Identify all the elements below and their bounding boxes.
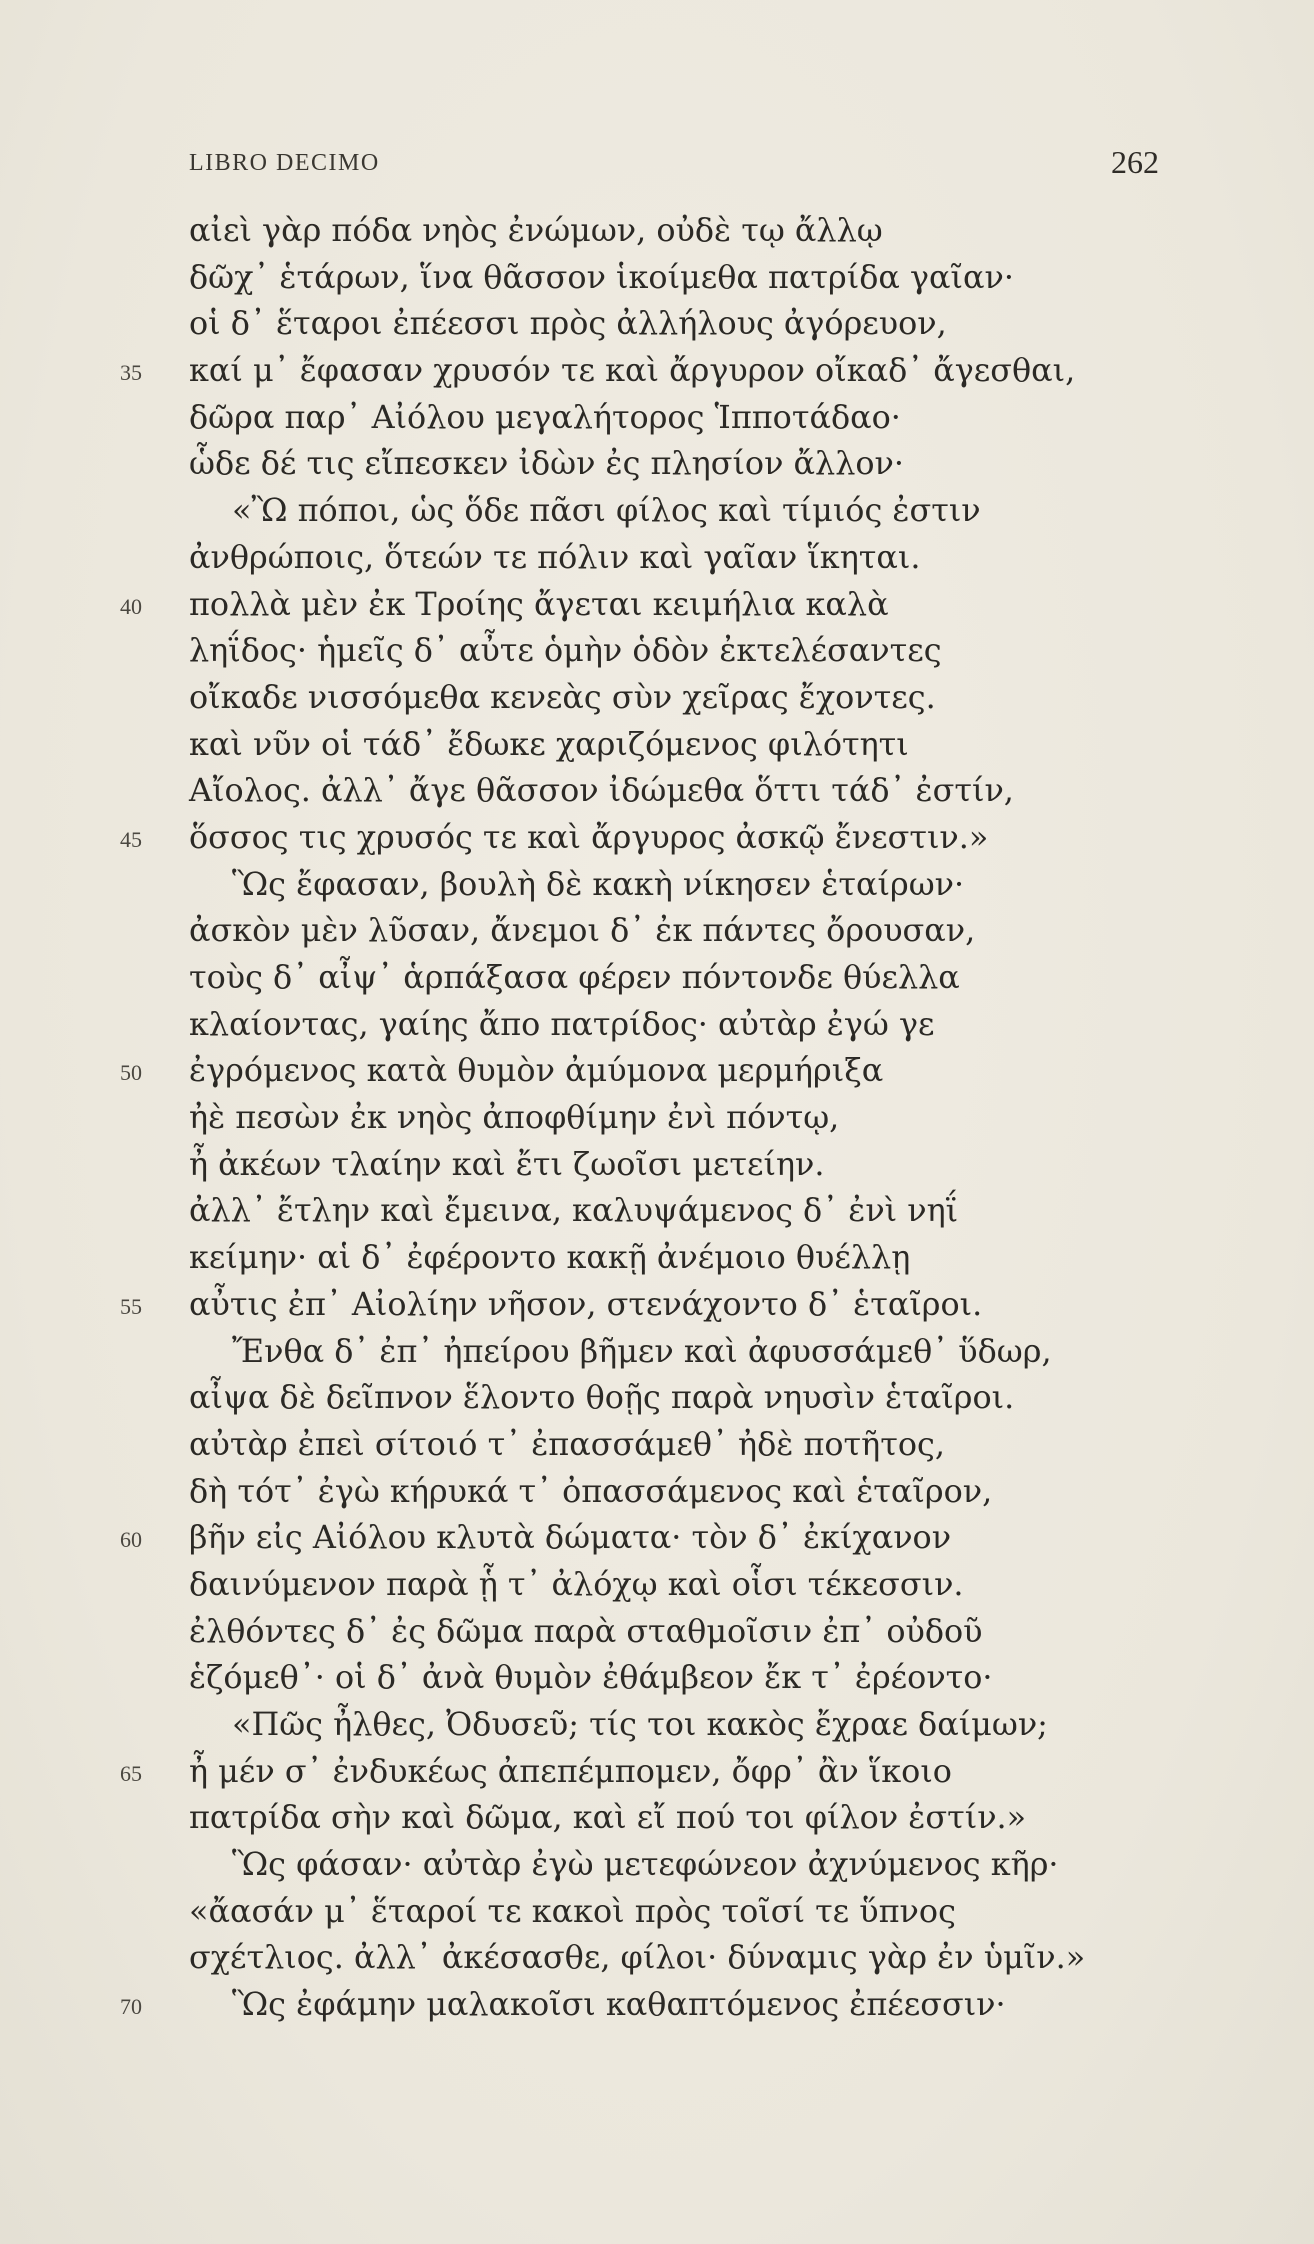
verse-line xyxy=(0,1842,1314,1889)
verse-line-text: βῆν εἰς Αἰόλου κλυτὰ δώματα· τὸν δ᾽ ἐκίχανον xyxy=(189,1518,952,1557)
verse-line xyxy=(0,908,1314,955)
verse-line-text: «Πῶς ἦλθες, Ὀδυσεῦ; τίς τοι κακὸς ἔχραε δαίμων; xyxy=(232,1705,1048,1743)
verse-line xyxy=(0,1235,1314,1282)
verse-line xyxy=(0,1655,1314,1702)
verse-line xyxy=(0,1982,1314,2029)
verse-line xyxy=(0,1889,1314,1936)
verse-line xyxy=(0,582,1314,629)
verse-line xyxy=(0,1282,1314,1329)
verse-line xyxy=(0,348,1314,395)
verse-line xyxy=(0,1142,1314,1189)
verse-line-text: δῶρα παρ᾽ Αἰόλου μεγαλήτορος Ἱπποτάδαο· xyxy=(189,397,901,436)
verse-line-text: ἦ μέν σ᾽ ἐνδυκέως ἀπεπέμπομεν, ὄφρ᾽ ἂν ἵκοιο xyxy=(189,1751,952,1790)
verse-line xyxy=(0,1795,1314,1842)
verse-line-text: Ἔνθα δ᾽ ἐπ᾽ ἠπείρου βῆμεν καὶ ἀφυσσάμεθ᾽ ὕδωρ, xyxy=(232,1331,1052,1370)
verse-line-text: δαινύμενον παρὰ ᾗ τ᾽ ἀλόχῳ καὶ οἷσι τέκεσσιν. xyxy=(189,1564,964,1603)
verse-line-text: αὖτις ἐπ᾽ Αἰολίην νῆσον, στενάχοντο δ᾽ ἑταῖροι. xyxy=(189,1284,983,1323)
verse-line xyxy=(0,1935,1314,1982)
verse-line xyxy=(0,1095,1314,1142)
verse-line xyxy=(0,255,1314,302)
verse-text xyxy=(0,208,1314,2029)
verse-line-text: ἀνθρώποις, ὅτεών τε πόλιν καὶ γαῖαν ἵκηται. xyxy=(189,537,921,576)
verse-line-text: ἐγρόμενος κατὰ θυμὸν ἀμύμονα μερμήριξα xyxy=(189,1051,884,1090)
verse-line xyxy=(0,628,1314,675)
line-number: 35 xyxy=(120,360,142,386)
verse-line-text: κλαίοντας, γαίης ἄπο πατρίδος· αὐτὰρ ἐγώ γε xyxy=(189,1004,935,1043)
verse-line xyxy=(0,1048,1314,1095)
verse-line-text: τοὺς δ᾽ αἶψ᾽ ἁρπάξασα φέρεν πόντονδε θύελλα xyxy=(189,958,960,996)
verse-line-text: πολλὰ μὲν ἐκ Τροίης ἄγεται κειμήλια καλὰ xyxy=(189,584,889,623)
line-number: 70 xyxy=(120,1994,142,2020)
verse-line xyxy=(0,675,1314,722)
verse-line xyxy=(0,1515,1314,1562)
verse-line-text: κείμην· αἱ δ᾽ ἐφέροντο κακῇ ἀνέμοιο θυέλλῃ xyxy=(189,1238,911,1277)
verse-line xyxy=(0,1702,1314,1749)
verse-line xyxy=(0,955,1314,1002)
verse-line xyxy=(0,768,1314,815)
line-number: 60 xyxy=(120,1527,142,1553)
verse-line-text: ἐλθόντες δ᾽ ἐς δῶμα παρὰ σταθμοῖσιν ἐπ᾽ οὐδοῦ xyxy=(189,1611,983,1650)
verse-line xyxy=(0,1422,1314,1469)
line-number: 55 xyxy=(120,1293,142,1319)
verse-line-text: Ὣς ἔφασαν, βουλὴ δὲ κακὴ νίκησεν ἑταίρων· xyxy=(232,864,965,903)
verse-line xyxy=(0,1188,1314,1235)
verse-line xyxy=(0,722,1314,769)
verse-line-text: σχέτλιος. ἀλλ᾽ ἀκέσασθε, φίλοι· δύναμις γὰρ ἐν ὑμῖν.» xyxy=(189,1938,1086,1977)
verse-line-text: Ὣς φάσαν· αὐτὰρ ἐγὼ μετεφώνεον ἀχνύμενος κῆρ· xyxy=(232,1845,1059,1884)
verse-line-text: ἦ ἀκέων τλαίην καὶ ἔτι ζωοῖσι μετείην. xyxy=(189,1144,825,1183)
verse-line-text: «Ὢ πόποι, ὡς ὅδε πᾶσι φίλος καὶ τίμιός ἐστιν xyxy=(232,491,981,530)
line-number: 50 xyxy=(120,1060,142,1086)
line-number: 65 xyxy=(120,1760,142,1786)
running-head xyxy=(189,144,1159,190)
verse-line xyxy=(0,395,1314,442)
verse-line-text: ὅσσος τις χρυσός τε καὶ ἄργυρος ἀσκῷ ἔνεστιν.» xyxy=(189,817,989,856)
verse-line-text: καὶ νῦν οἱ τάδ᾽ ἔδωκε χαριζόμενος φιλότητι xyxy=(189,724,909,763)
line-number: 45 xyxy=(120,826,142,852)
verse-line xyxy=(0,815,1314,862)
verse-line-text: οἱ δ᾽ ἕταροι ἐπέεσσι πρὸς ἀλλήλους ἀγόρευον, xyxy=(189,304,947,343)
verse-line xyxy=(0,1749,1314,1796)
verse-line-text: αὐτὰρ ἐπεὶ σίτοιό τ᾽ ἐπασσάμεθ᾽ ἠδὲ ποτῆτος, xyxy=(189,1424,945,1463)
verse-line-text: Ὣς ἐφάμην μαλακοῖσι καθαπτόμενος ἐπέεσσιν· xyxy=(232,1985,1006,2024)
verse-line xyxy=(0,1329,1314,1376)
verse-line-text: καί μ᾽ ἔφασαν χρυσόν τε καὶ ἄργυρον οἴκαδ᾽ ἄγεσθαι, xyxy=(189,351,1076,390)
verse-line xyxy=(0,1562,1314,1609)
running-title: LIBRO DECIMO xyxy=(189,150,380,176)
verse-line-text: ἀσκὸν μὲν λῦσαν, ἄνεμοι δ᾽ ἐκ πάντες ὄρουσαν, xyxy=(189,911,976,950)
verse-line-text: «ἄασάν μ᾽ ἕταροί τε κακοὶ πρὸς τοῖσί τε ὕπνος xyxy=(189,1891,956,1930)
verse-line-text: οἴκαδε νισσόμεθα κενεὰς σὺν χεῖρας ἔχοντες. xyxy=(189,677,936,716)
verse-line-text: ληΐδος· ἡμεῖς δ᾽ αὖτε ὁμὴν ὁδὸν ἐκτελέσαντες xyxy=(189,631,942,670)
verse-line xyxy=(0,862,1314,909)
verse-line-text: δῶχ᾽ ἑτάρων, ἵνα θᾶσσον ἱκοίμεθα πατρίδα γαῖαν· xyxy=(189,257,1014,296)
verse-line-text: πατρίδα σὴν καὶ δῶμα, καὶ εἴ πού τοι φίλον ἐστίν.» xyxy=(189,1798,1027,1837)
verse-line-text: ὧδε δέ τις εἴπεσκεν ἰδὼν ἐς πλησίον ἄλλον· xyxy=(189,444,905,483)
verse-line-text: δὴ τότ᾽ ἐγὼ κήρυκά τ᾽ ὀπασσάμενος καὶ ἑταῖρον, xyxy=(189,1471,993,1510)
verse-line-text: ἑζόμεθ᾽· οἱ δ᾽ ἀνὰ θυμὸν ἐθάμβεον ἔκ τ᾽ ἐρέοντο· xyxy=(189,1658,993,1697)
verse-line xyxy=(0,1609,1314,1656)
verse-line xyxy=(0,1469,1314,1516)
verse-line-text: Αἴολος. ἀλλ᾽ ἄγε θᾶσσον ἰδώμεθα ὅττι τάδ᾽ ἐστίν, xyxy=(189,771,1014,810)
verse-line xyxy=(0,208,1314,255)
line-number: 40 xyxy=(120,593,142,619)
verse-line-text: αἶψα δὲ δεῖπνον ἕλοντο θοῇς παρὰ νηυσὶν ἑταῖροι. xyxy=(189,1378,1015,1417)
verse-line xyxy=(0,441,1314,488)
verse-line-text: ἠὲ πεσὼν ἐκ νηὸς ἀποφθίμην ἐνὶ πόντῳ, xyxy=(189,1098,840,1137)
verse-line xyxy=(0,1002,1314,1049)
verse-line xyxy=(0,301,1314,348)
page-number: 262 xyxy=(1111,144,1159,180)
verse-line xyxy=(0,1375,1314,1422)
verse-line-text: ἀλλ᾽ ἔτλην καὶ ἔμεινα, καλυψάμενος δ᾽ ἐνὶ νηΐ xyxy=(189,1191,959,1230)
verse-line xyxy=(0,488,1314,535)
verse-line xyxy=(0,535,1314,582)
verse-line-text: αἰεὶ γὰρ πόδα νηὸς ἐνώμων, οὐδὲ τῳ ἄλλῳ xyxy=(189,211,883,249)
